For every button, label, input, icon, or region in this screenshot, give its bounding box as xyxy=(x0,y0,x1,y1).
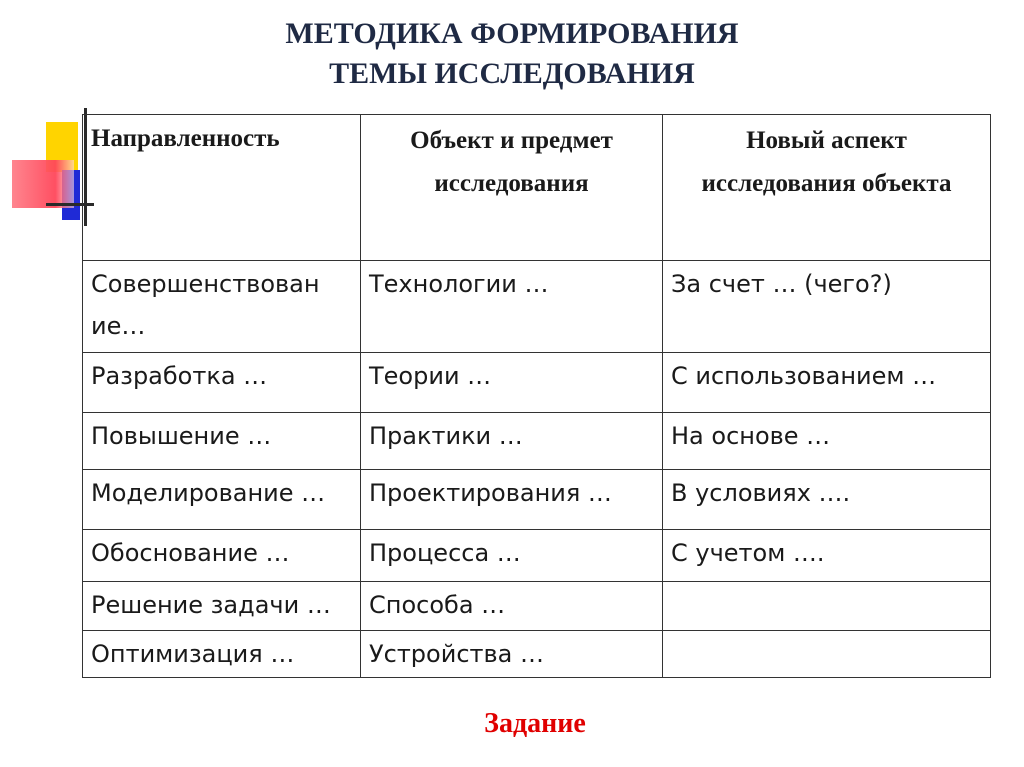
table-cell xyxy=(663,582,991,631)
table-cell: Практики … xyxy=(361,413,663,470)
table-cell: За счет … (чего?) xyxy=(663,261,991,353)
table-row xyxy=(83,353,991,413)
table-row xyxy=(83,413,991,470)
table-row xyxy=(83,261,991,353)
table-cell: Совершенствован ие… xyxy=(83,261,361,353)
table-row xyxy=(83,582,991,631)
table-cell: Процесса … xyxy=(361,530,663,582)
slide-title-line-2: ТЕМЫ ИССЛЕДОВАНИЯ xyxy=(329,57,695,90)
slide-title xyxy=(0,14,1024,94)
table-cell: На основе … xyxy=(663,413,991,470)
table-cell: В условиях …. xyxy=(663,470,991,530)
task-label: Задание xyxy=(484,708,586,739)
header-new-aspect: Новый аспект исследования объекта xyxy=(663,115,991,261)
table-cell xyxy=(663,631,991,678)
methodology-table xyxy=(82,114,991,678)
table-cell: С учетом …. xyxy=(663,530,991,582)
table-row xyxy=(83,631,991,678)
table-cell: Способа … xyxy=(361,582,663,631)
table-cell: Устройства … xyxy=(361,631,663,678)
table-header-row xyxy=(83,115,991,261)
table-cell: Проектирования … xyxy=(361,470,663,530)
slide-title-line-1: МЕТОДИКА ФОРМИРОВАНИЯ xyxy=(285,17,739,50)
table-cell: Разработка … xyxy=(83,353,361,413)
table-row xyxy=(83,530,991,582)
table-cell: Оптимизация … xyxy=(83,631,361,678)
table-cell: Моделирование … xyxy=(83,470,361,530)
table-cell: Повышение … xyxy=(83,413,361,470)
header-object-subject: Объект и предмет исследования xyxy=(361,115,663,261)
table-cell: Технологии … xyxy=(361,261,663,353)
table-cell: С использованием … xyxy=(663,353,991,413)
header-direction: Направленность xyxy=(83,115,361,261)
table-cell: Обоснование … xyxy=(83,530,361,582)
table-row xyxy=(83,470,991,530)
decorative-red-block xyxy=(12,160,74,208)
table-cell: Решение задачи … xyxy=(83,582,361,631)
table-cell: Теории … xyxy=(361,353,663,413)
